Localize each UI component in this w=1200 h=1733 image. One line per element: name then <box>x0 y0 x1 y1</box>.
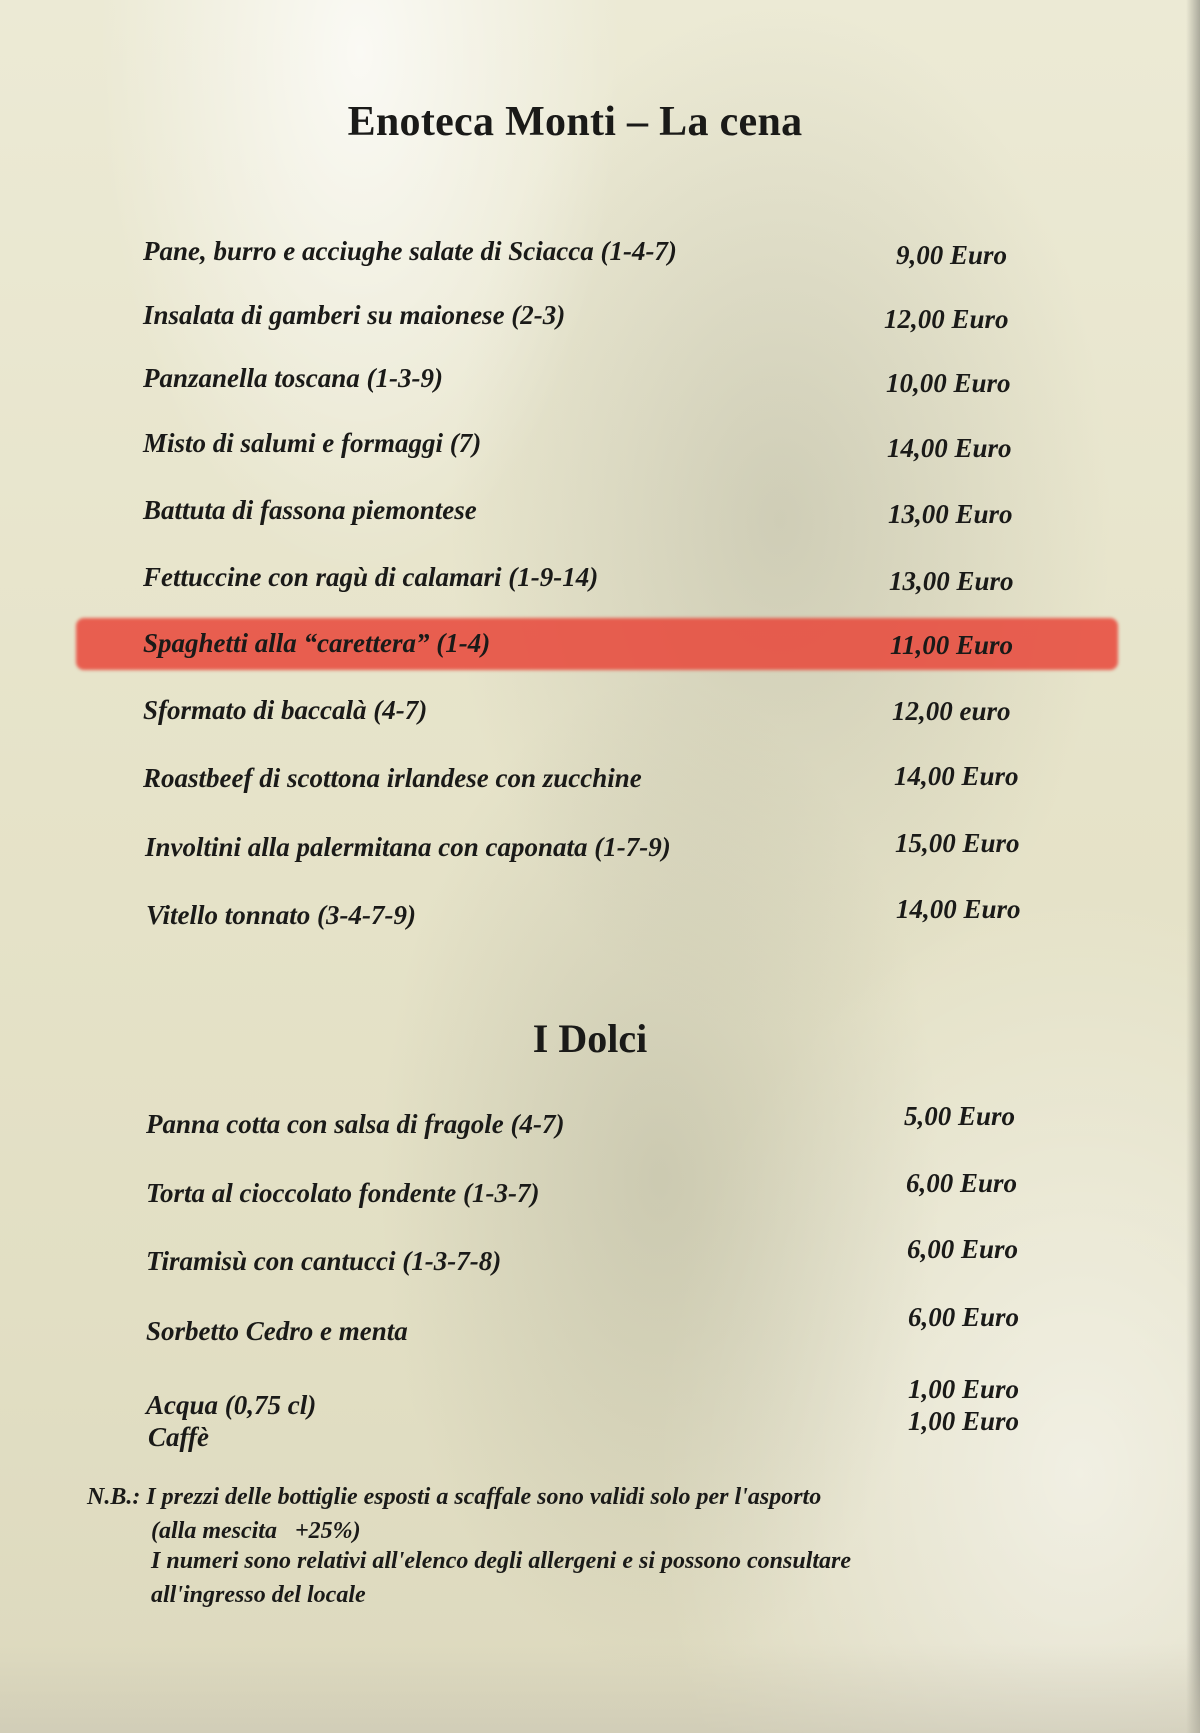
dish-price: 11,00 Euro <box>890 630 1014 660</box>
dessert-name: Torta al cioccolato fondente (1-3-7) <box>146 1178 540 1208</box>
dish-name: Fettuccine con ragù di calamari (1-9-14) <box>143 562 599 592</box>
dinner-item <box>0 491 1200 531</box>
dish-price: 15,00 Euro <box>895 828 1020 858</box>
note-line-2: (alla mescita +25%) <box>151 1518 361 1544</box>
dessert-item <box>0 1101 1200 1145</box>
dinner-item-highlighted <box>0 624 1200 664</box>
dinner-item <box>0 424 1200 464</box>
extra-name: Acqua (0,75 cl) <box>146 1390 317 1420</box>
dish-name: Misto di salumi e formaggi (7) <box>143 428 482 458</box>
dessert-price: 6,00 Euro <box>906 1168 1018 1198</box>
dinner-item <box>0 558 1200 598</box>
dish-price: 12,00 euro <box>892 696 1011 726</box>
dish-price: 14,00 Euro <box>894 761 1019 791</box>
dessert-price: 6,00 Euro <box>908 1302 1020 1332</box>
dish-name: Involtini alla palermitana con caponata (1-7-9) <box>145 832 671 862</box>
dish-name: Panzanella toscana (1-3-9) <box>143 363 443 393</box>
dish-name: Spaghetti alla “carettera” (1-4) <box>143 628 491 658</box>
dinner-item <box>0 359 1200 399</box>
desserts-title: I Dolci <box>532 1016 648 1061</box>
dish-name: Sformato di baccalà (4-7) <box>143 695 428 725</box>
dish-price: 12,00 Euro <box>884 304 1009 334</box>
menu-title: Enoteca Monti – La cena <box>347 99 803 145</box>
dish-price: 13,00 Euro <box>888 499 1013 529</box>
dish-name: Pane, burro e acciughe salate di Sciacca (1-4-7) <box>143 236 677 266</box>
dinner-item <box>0 759 1200 799</box>
dish-name: Battuta di fassona piemontese <box>143 495 477 525</box>
dessert-name: Tiramisù con cantucci (1-3-7-8) <box>146 1246 502 1276</box>
note-line-3: I numeri sono relativi all'elenco degli allergeni e si possono consultare <box>151 1548 852 1574</box>
dinner-item <box>0 296 1200 336</box>
dinner-item <box>0 691 1200 731</box>
dinner-item <box>0 896 1200 936</box>
dessert-name: Panna cotta con salsa di fragole (4-7) <box>146 1109 565 1139</box>
dish-name: Insalata di gamberi su maionese (2-3) <box>143 300 566 330</box>
dessert-price: 6,00 Euro <box>907 1234 1019 1264</box>
dish-price: 14,00 Euro <box>887 433 1012 463</box>
dish-price: 10,00 Euro <box>886 368 1011 398</box>
note-line-1: N.B.: I prezzi delle bottiglie esposti a scaffale sono validi solo per l'asporto <box>87 1484 822 1510</box>
extra-price: 1,00 Euro <box>908 1374 1020 1404</box>
extra-name: Caffè <box>148 1422 209 1452</box>
dish-name: Vitello tonnato (3-4-7-9) <box>146 900 416 930</box>
extra-item <box>0 1406 1200 1458</box>
page-bottom-shade <box>0 1643 1200 1733</box>
dessert-name: Sorbetto Cedro e menta <box>146 1316 408 1346</box>
dish-price: 9,00 Euro <box>896 240 1008 270</box>
dessert-item <box>0 1302 1200 1352</box>
dish-price: 14,00 Euro <box>896 894 1021 924</box>
dish-name: Roastbeef di scottona irlandese con zucchine <box>143 763 642 793</box>
note-line-4: all'ingresso del locale <box>151 1582 366 1608</box>
dinner-item <box>0 828 1200 868</box>
dinner-item <box>0 232 1200 272</box>
dessert-price: 5,00 Euro <box>904 1101 1016 1131</box>
dessert-item <box>0 1168 1200 1214</box>
extra-price: 1,00 Euro <box>908 1406 1020 1436</box>
dessert-item <box>0 1234 1200 1282</box>
dish-price: 13,00 Euro <box>889 566 1014 596</box>
